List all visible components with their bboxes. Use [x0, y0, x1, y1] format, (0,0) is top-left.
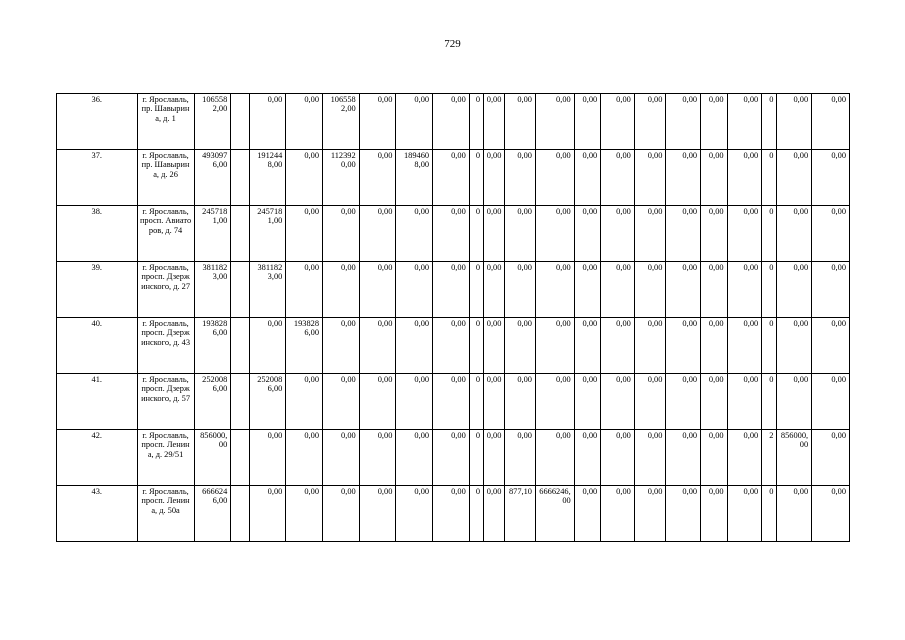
value-cell: 0: [762, 486, 777, 542]
value-cell: 0,00: [777, 374, 812, 430]
value-cell: 0,00: [286, 150, 323, 206]
value-cell: 0,00: [574, 206, 601, 262]
value-cell: 0,00: [505, 206, 536, 262]
value-cell: 1123920,00: [323, 150, 360, 206]
value-cell: 0,00: [727, 486, 762, 542]
value-cell: 3811823,00: [249, 262, 286, 318]
value-cell: 2457181,00: [249, 206, 286, 262]
value-cell: 0,00: [359, 94, 396, 150]
table-row: [57, 374, 850, 430]
value-cell: 1938286,00: [286, 318, 323, 374]
value-cell: 0,00: [286, 430, 323, 486]
value-cell: 0,00: [433, 486, 470, 542]
value-cell: 0,00: [505, 318, 536, 374]
value-cell: 0,00: [812, 486, 850, 542]
value-cell: 0,00: [701, 486, 728, 542]
value-cell: 0,00: [666, 486, 701, 542]
value-cell: 0,00: [601, 94, 635, 150]
value-cell: 0: [762, 206, 777, 262]
value-cell: 0,00: [574, 262, 601, 318]
value-cell: 0,00: [286, 486, 323, 542]
value-cell: 0,00: [396, 486, 433, 542]
value-cell: 0,00: [323, 374, 360, 430]
value-cell: 0,00: [535, 430, 574, 486]
value-cell: 1912448,00: [249, 150, 286, 206]
value-cell: 0,00: [634, 374, 666, 430]
value-cell: 0,00: [505, 262, 536, 318]
value-cell: 0,00: [433, 262, 470, 318]
value-cell: 1894608,00: [396, 150, 433, 206]
value-cell: 856000,00: [194, 430, 231, 486]
value-cell: [231, 206, 249, 262]
value-cell: 0,00: [323, 486, 360, 542]
value-cell: 0,00: [701, 430, 728, 486]
value-cell: 0: [469, 486, 483, 542]
value-cell: 0: [762, 262, 777, 318]
value-cell: 0,00: [433, 430, 470, 486]
value-cell: 0,00: [666, 318, 701, 374]
value-cell: 877,10: [505, 486, 536, 542]
value-cell: 0,00: [701, 206, 728, 262]
value-cell: 0,00: [484, 430, 505, 486]
value-cell: 0,00: [777, 486, 812, 542]
value-cell: [231, 150, 249, 206]
table-row: [57, 486, 850, 542]
table-row: [57, 94, 850, 150]
value-cell: 0,00: [666, 430, 701, 486]
row-number-cell: 40.: [57, 318, 138, 374]
address-cell: г. Ярославль, просп. Ленина, д. 29/51: [137, 430, 194, 486]
value-cell: 0,00: [666, 262, 701, 318]
value-cell: 0,00: [812, 150, 850, 206]
value-cell: 2457181,00: [194, 206, 231, 262]
row-number-cell: 43.: [57, 486, 138, 542]
value-cell: 6666246,00: [535, 486, 574, 542]
value-cell: 0,00: [601, 150, 635, 206]
value-cell: 0,00: [777, 318, 812, 374]
value-cell: 0,00: [574, 430, 601, 486]
value-cell: 1938286,00: [194, 318, 231, 374]
value-cell: 0,00: [701, 150, 728, 206]
address-cell: г. Ярославль, просп. Ленина, д. 50а: [137, 486, 194, 542]
value-cell: 0,00: [535, 150, 574, 206]
page-number: 729: [444, 38, 461, 50]
value-cell: 0: [762, 318, 777, 374]
value-cell: 0,00: [727, 150, 762, 206]
value-cell: 0,00: [359, 374, 396, 430]
value-cell: 0,00: [535, 318, 574, 374]
value-cell: 0,00: [701, 374, 728, 430]
table-row: [57, 318, 850, 374]
value-cell: 0,00: [484, 206, 505, 262]
value-cell: 0,00: [777, 206, 812, 262]
table-body: [57, 94, 850, 542]
value-cell: 0,00: [433, 374, 470, 430]
value-cell: 0,00: [634, 430, 666, 486]
table-row: [57, 430, 850, 486]
value-cell: 4930976,00: [194, 150, 231, 206]
value-cell: 0,00: [812, 374, 850, 430]
value-cell: 0,00: [359, 486, 396, 542]
value-cell: 0: [469, 374, 483, 430]
value-cell: 0: [469, 318, 483, 374]
table-row: [57, 206, 850, 262]
value-cell: 0,00: [727, 94, 762, 150]
value-cell: 0,00: [249, 318, 286, 374]
value-cell: 1065582,00: [323, 94, 360, 150]
value-cell: 0,00: [574, 318, 601, 374]
value-cell: 0,00: [727, 374, 762, 430]
value-cell: 2520086,00: [249, 374, 286, 430]
value-cell: 0,00: [574, 150, 601, 206]
row-number-cell: 39.: [57, 262, 138, 318]
value-cell: 0,00: [505, 374, 536, 430]
row-number-cell: 41.: [57, 374, 138, 430]
value-cell: 0,00: [484, 150, 505, 206]
value-cell: 1065582,00: [194, 94, 231, 150]
value-cell: 0,00: [812, 262, 850, 318]
value-cell: 0,00: [574, 374, 601, 430]
value-cell: 0,00: [323, 318, 360, 374]
value-cell: 0: [762, 150, 777, 206]
value-cell: 0: [762, 94, 777, 150]
value-cell: 856000,00: [777, 430, 812, 486]
data-table: [56, 93, 850, 542]
value-cell: 0,00: [433, 94, 470, 150]
value-cell: [231, 430, 249, 486]
value-cell: 0,00: [601, 206, 635, 262]
value-cell: 0,00: [323, 430, 360, 486]
value-cell: 0,00: [535, 94, 574, 150]
value-cell: 0,00: [249, 486, 286, 542]
value-cell: 0,00: [484, 318, 505, 374]
value-cell: 0,00: [505, 430, 536, 486]
value-cell: 0,00: [505, 150, 536, 206]
value-cell: 0,00: [777, 94, 812, 150]
value-cell: 3811823,00: [194, 262, 231, 318]
value-cell: 0: [469, 430, 483, 486]
value-cell: [231, 486, 249, 542]
value-cell: 0,00: [634, 150, 666, 206]
value-cell: 0,00: [396, 374, 433, 430]
value-cell: 0,00: [535, 206, 574, 262]
value-cell: 0,00: [777, 262, 812, 318]
value-cell: 0,00: [727, 318, 762, 374]
value-cell: 0,00: [701, 94, 728, 150]
address-cell: г. Ярославль, просп. Дзержинского, д. 27: [137, 262, 194, 318]
value-cell: 0: [469, 206, 483, 262]
value-cell: 0,00: [701, 262, 728, 318]
value-cell: 0,00: [666, 374, 701, 430]
value-cell: 0,00: [286, 206, 323, 262]
value-cell: 0,00: [396, 430, 433, 486]
value-cell: 2520086,00: [194, 374, 231, 430]
value-cell: 0,00: [812, 206, 850, 262]
value-cell: 0,00: [359, 430, 396, 486]
value-cell: [231, 262, 249, 318]
value-cell: 0,00: [666, 150, 701, 206]
value-cell: 0,00: [601, 262, 635, 318]
address-cell: г. Ярославль, просп. Дзержинского, д. 43: [137, 318, 194, 374]
value-cell: 0,00: [634, 486, 666, 542]
value-cell: 0: [469, 262, 483, 318]
value-cell: 0,00: [727, 262, 762, 318]
value-cell: 0,00: [396, 318, 433, 374]
value-cell: 0,00: [484, 262, 505, 318]
value-cell: 0,00: [777, 150, 812, 206]
value-cell: 0: [469, 94, 483, 150]
value-cell: 0,00: [396, 206, 433, 262]
address-cell: г. Ярославль, пр. Шавырина, д. 26: [137, 150, 194, 206]
value-cell: 0,00: [323, 262, 360, 318]
address-cell: г. Ярославль, просп. Дзержинского, д. 57: [137, 374, 194, 430]
value-cell: 0,00: [601, 486, 635, 542]
value-cell: 0,00: [396, 262, 433, 318]
value-cell: 0,00: [484, 486, 505, 542]
table-row: [57, 262, 850, 318]
table-row: [57, 150, 850, 206]
row-number-cell: 42.: [57, 430, 138, 486]
address-cell: г. Ярославль, просп. Авиаторов, д. 74: [137, 206, 194, 262]
value-cell: 0,00: [727, 206, 762, 262]
value-cell: 0,00: [812, 318, 850, 374]
value-cell: 0,00: [359, 150, 396, 206]
value-cell: 0,00: [484, 94, 505, 150]
value-cell: 0,00: [574, 94, 601, 150]
value-cell: 0,00: [634, 262, 666, 318]
value-cell: 0,00: [535, 262, 574, 318]
value-cell: 0: [762, 374, 777, 430]
value-cell: 0,00: [634, 94, 666, 150]
value-cell: 0,00: [634, 206, 666, 262]
value-cell: 0,00: [249, 94, 286, 150]
value-cell: 0,00: [812, 94, 850, 150]
value-cell: 0,00: [359, 318, 396, 374]
value-cell: 0,00: [666, 94, 701, 150]
value-cell: 0,00: [535, 374, 574, 430]
value-cell: 6666246,00: [194, 486, 231, 542]
value-cell: [231, 318, 249, 374]
value-cell: 0,00: [396, 94, 433, 150]
row-number-cell: 37.: [57, 150, 138, 206]
value-cell: 0,00: [433, 150, 470, 206]
value-cell: 0,00: [286, 374, 323, 430]
value-cell: [231, 374, 249, 430]
data-table-container: [56, 93, 850, 542]
row-number-cell: 36.: [57, 94, 138, 150]
address-cell: г. Ярославль, пр. Шавырина, д. 1: [137, 94, 194, 150]
value-cell: 0,00: [286, 262, 323, 318]
value-cell: 0,00: [601, 374, 635, 430]
value-cell: 0,00: [433, 318, 470, 374]
value-cell: 0,00: [359, 206, 396, 262]
value-cell: 0,00: [601, 318, 635, 374]
value-cell: 0,00: [505, 94, 536, 150]
value-cell: 0,00: [249, 430, 286, 486]
value-cell: 0,00: [701, 318, 728, 374]
value-cell: 0: [469, 150, 483, 206]
value-cell: 0,00: [574, 486, 601, 542]
value-cell: 2: [762, 430, 777, 486]
value-cell: 0,00: [433, 206, 470, 262]
value-cell: 0,00: [634, 318, 666, 374]
value-cell: 0,00: [666, 206, 701, 262]
value-cell: 0,00: [323, 206, 360, 262]
value-cell: 0,00: [812, 430, 850, 486]
value-cell: [231, 94, 249, 150]
value-cell: 0,00: [601, 430, 635, 486]
value-cell: 0,00: [484, 374, 505, 430]
value-cell: 0,00: [286, 94, 323, 150]
value-cell: 0,00: [359, 262, 396, 318]
row-number-cell: 38.: [57, 206, 138, 262]
value-cell: 0,00: [727, 430, 762, 486]
